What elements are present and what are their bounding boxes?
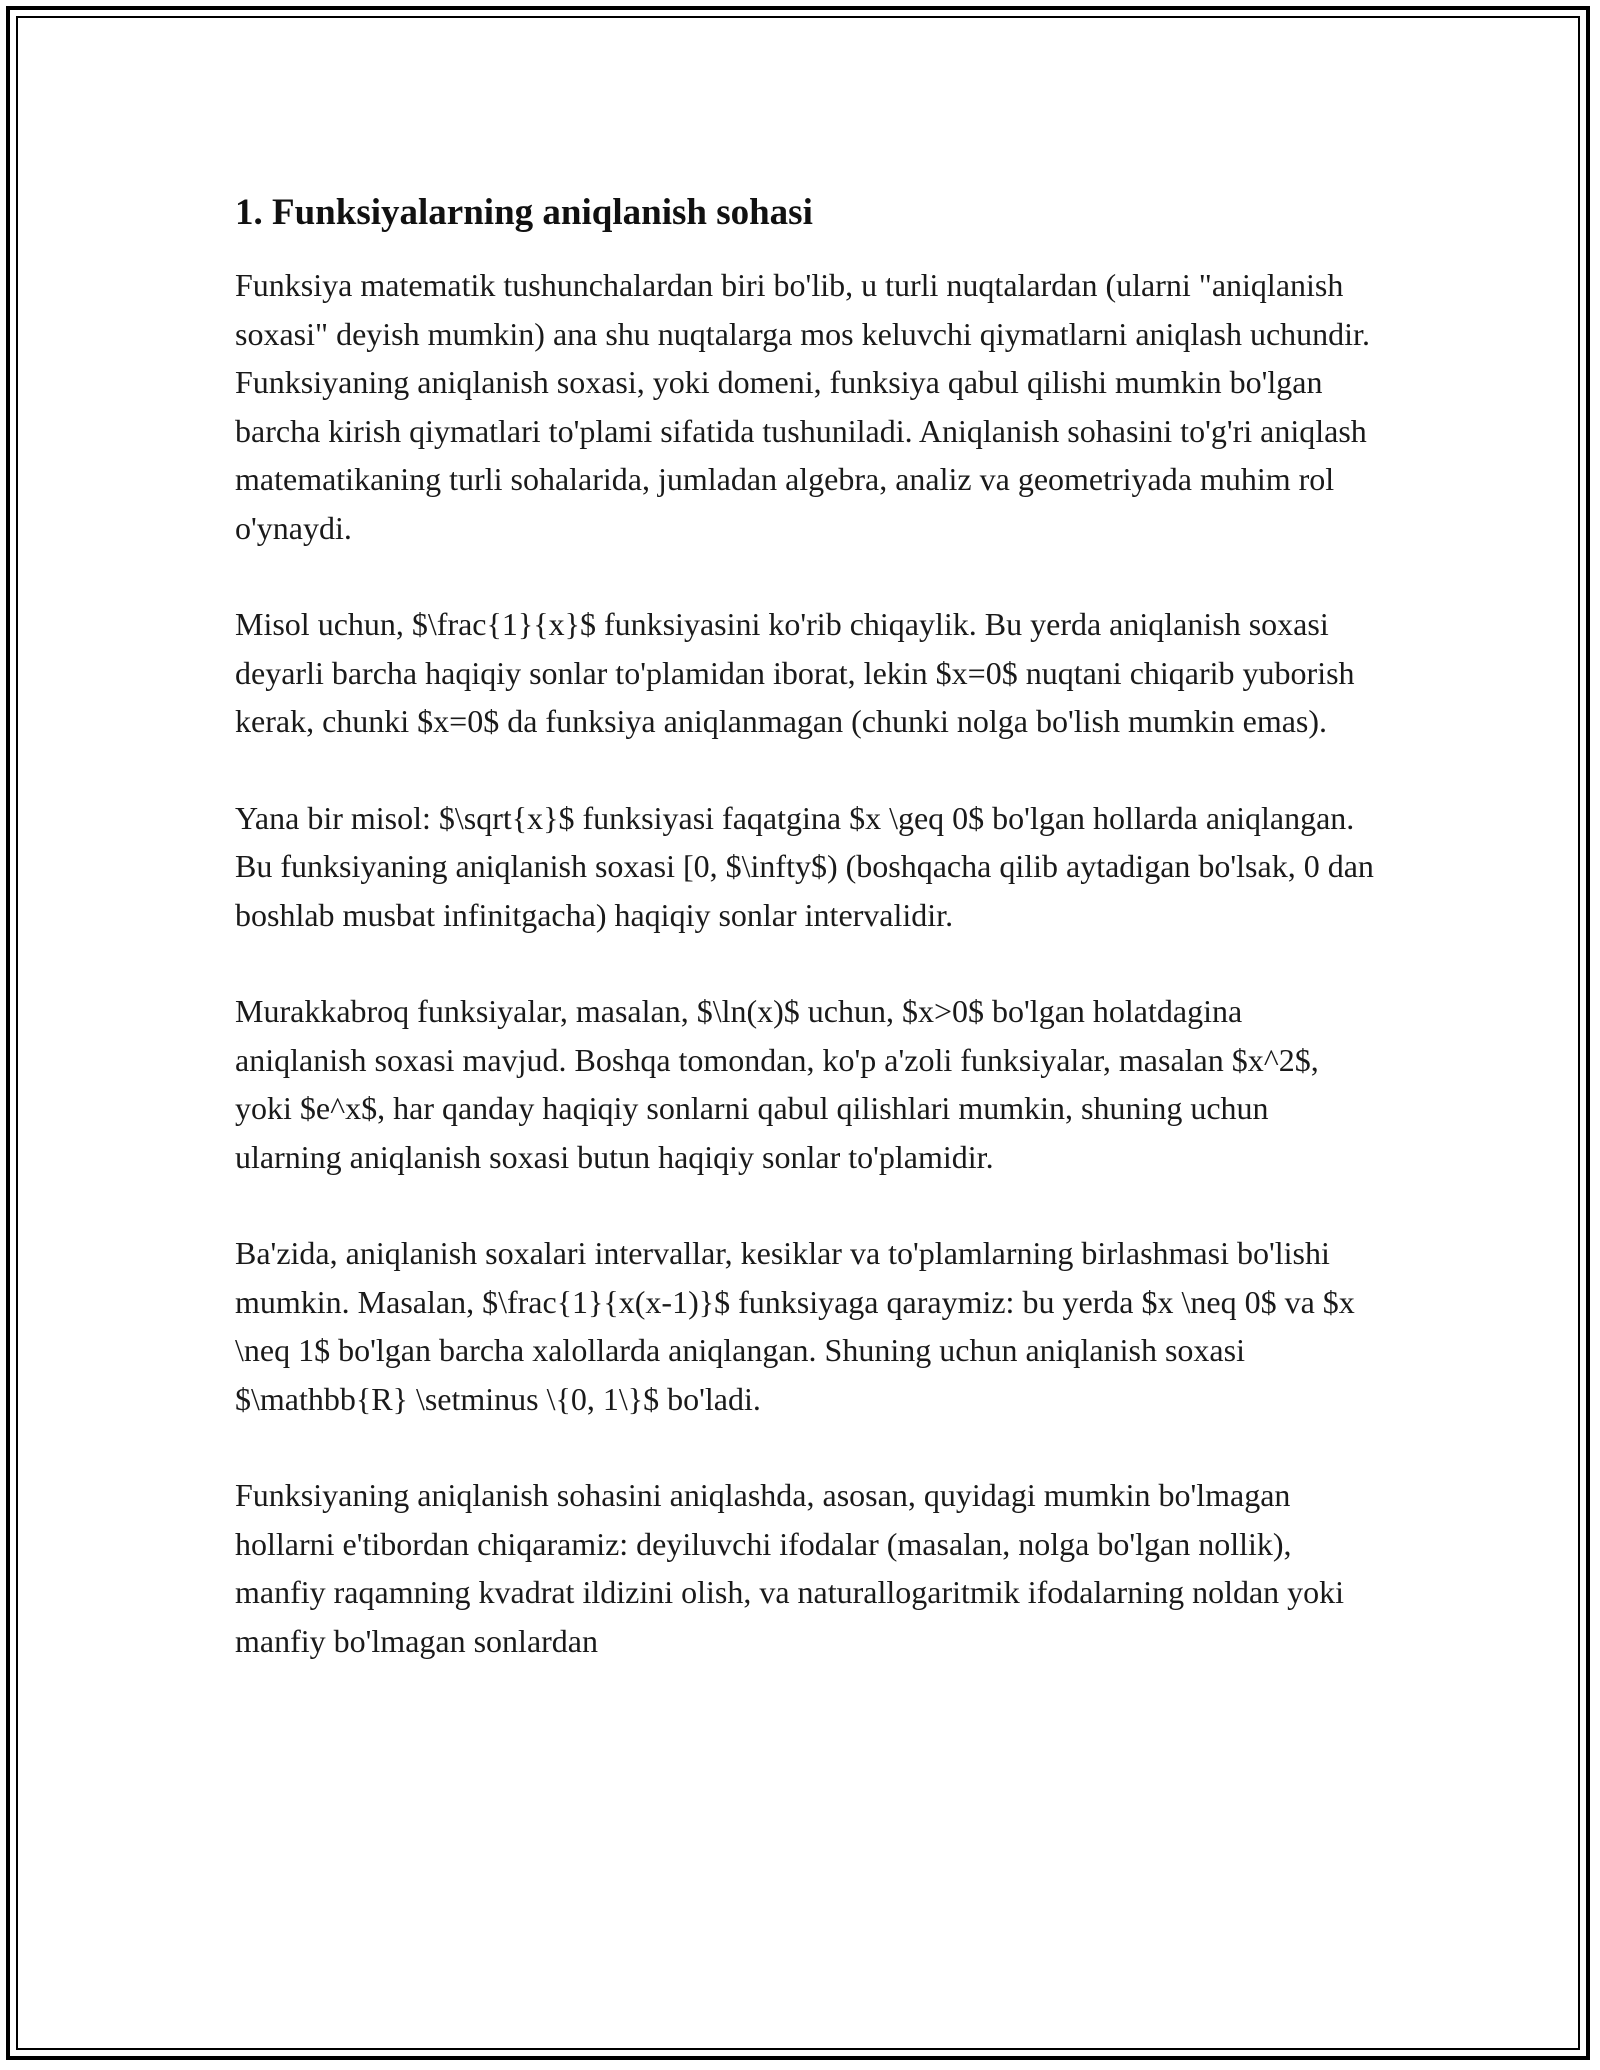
paragraph-complex-functions: Murakkabroq funksiyalar, masalan, $\ln(x)$ uchun, $x>0$ bo'lgan holatdagina aniqlanish soxasi mavjud. Boshqa tomondan, ko'p a'zoli funksiyalar, masalan $x^2$, yoki $e^x$, har qanday haqiqiy sonlarni qabul qilishlari mumkin, shuning uchun ularning aniqlanish soxasi butun haqiqiy sonlar to'plamidir. xyxy=(235,993,1319,1175)
paragraph-union-domains: Ba'zida, aniqlanish soxalari intervallar, kesiklar va to'plamlarning birlashmasi bo'lishi mumkin. Masalan, $\frac{1}{x(x-1)}$ funksiyaga qaraymiz: bu yerda $x \neq 0$ va $x \neq 1$ bo'lgan barcha xalollarda aniqlangan. Shuning uchun aniqlanish soxasi $\mathbb{R} \setminus \{0, 1\}$ bo'ladi. xyxy=(235,1235,1355,1417)
paragraph-example-reciprocal: Misol uchun, $\frac{1}{x}$ funksiyasini ko'rib chiqaylik. Bu yerda aniqlanish soxasi deyarli barcha haqiqiy sonlar to'plamidan iborat, lekin $x=0$ nuqtani chiqarib yuborish kerak, chunki $x=0$ da funksiya aniqlanmagan (chunki nolga bo'lish mumkin emas). xyxy=(235,606,1355,739)
paragraph-example-sqrt: Yana bir misol: $\sqrt{x}$ funksiyasi faqatgina $x \geq 0$ bo'lgan hollarda aniqlangan. Bu funksiyaning aniqlanish soxasi [0, $\infty$) (boshqacha qilib aytadigan bo'lsak, 0 dan boshlab musbat infinitgacha) haqiqiy sonlar intervalidir. xyxy=(235,799,1374,933)
document-body xyxy=(235,185,1375,1713)
paragraph-exclusions: Funksiyaning aniqlanish sohasini aniqlashda, asosan, quyidagi mumkin bo'lmagan hollarni e'tibordan chiqaramiz: deyiluvchi ifodalar (masalan, nolga bo'lgan nollik), manfiy raqamning kvadrat ildizini olish, va naturallogaritmik ifodalarning noldan yoki manfiy bo'lmagan sonlardan xyxy=(235,1477,1345,1659)
paragraph-intro: Funksiya matematik tushunchalardan biri bo'lib, u turli nuqtalardan (ularni "aniqlanish soxasi" deyish mumkin) ana shu nuqtalarga mos keluvchi qiymatlarni aniqlash uchundir. Funksiyaning aniqlanish soxasi, yoki domeni, funksiya qabul qilishi mumkin bo'lgan barcha kirish qiymatlari to'plami sifatida tushuniladi. Aniqlanish sohasini to'g'ri aniqlash matematikaning turli sohalarida, jumladan algebra, analiz va geometriyada muhim rol o'ynaydi. xyxy=(235,267,1370,546)
section-heading: 1. Funksiyalarning aniqlanish sohasi xyxy=(235,192,813,233)
